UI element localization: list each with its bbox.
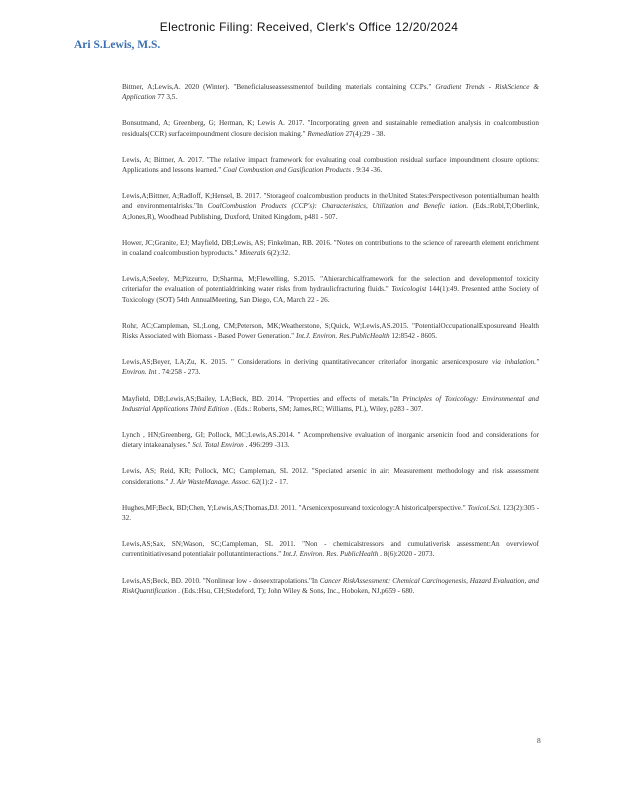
reference-entry: Rohr, AC;Campleman, SL;Long, CM;Peterson, MK;Weatherstone, S;Quick, W;Lewis,AS.2015. "PotentialOccupationalExposureand Health Risks Associated with Biomass - Based Power Generation." Int.J. Environ. Res.PublicHealth 12:8542 - 8605. [122,321,539,341]
reference-entry: Lewis,AS;Beyer, LA;Zu, K. 2015. " Considerations in deriving quantitativecancer criteriafor inorganic arsenicexposure via inhalation." Environ. Int . 74:258 - 273. [122,358,540,377]
page-number: 8 [537,736,541,745]
reference-entry: Lewis, A; Bittner, A. 2017. "The relative impact framework for evaluating coal combustion residual surface impoundment closure options: Applications and lessons learned." Coal Combustion and Gasification Products . 9:34 -36. [122,155,539,175]
reference-list [122,82,539,612]
reference-entry: Hughes,MF;Beck, BD;Chen, Y;Lewis,AS;Thomas,DJ. 2011. "Arsenicexposureand toxicology:A historicalperspective." Toxicol.Sci. 123(2):305 - 32. [122,503,540,523]
reference-entry: Mayfield, DB;Lewis,AS;Bailey, LA;Beck, BD. 2014. "Properties and effects of metals."In Principles of Toxicology: Environmental and Industrial Applications Third Edition . (Eds.: Roberts, SM; James,RC; Williams, PL), Wiley, p283 - 307. [122,394,539,413]
author-name: Ari S.Lewis, M.S. [74,39,161,51]
reference-entry: Lewis, AS; Reid, KR; Pollock, MC; Campleman, SL 2012. "Speciated arsenic in air: Measurement methodology and risk assessment considerations." J. Air WasteManage. Assoc. 62(1):2 - 17. [122,467,539,486]
reference-entry: Bittner, A;Lewis,A. 2020 (Winter). "Beneficialuseassessmentof building materials containing CCPs." Gradient Trends - RiskScience & Application 77 3,5. [122,83,540,102]
reference-entry: Lewis,A;Bittner, A;Radloff, K;Hensel, B. 2017. "Storageof coalcombustion products in theUnited States:Perspectiveson potentialhuman health and environmentalrisks."In CoalCombustion Products (CCP's): Characteristics, Utilization and Benefic iation. (Eds.:Robl,T;Oberlink, A;Jones,R), Woodhead Publishing, Duxford, United Kingdom, p481 - 507. [122,192,539,221]
reference-entry: Hower, JC;Granite, EJ; Mayfield, DB;Lewis, AS; Finkelman, RB. 2016. "Notes on contributions to the science of rareearth element enrichment in coaland coalcombustion byproducts." Minerals 6(2):32. [122,238,539,258]
reference-entry: Lewis,AS;Beck, BD. 2010. "Nonlinear low - doseextrapolations."In Cancer RiskAssessment: Chemical Carcinogenesis, Hazard Evaluation, and RiskQuantification . (Eds.:Hsu, CH;Stedeford, T); John Wiley & Sons, Inc., Hoboken, NJ,p659 - 680. [122,576,539,595]
reference-entry: Bonsutmand, A; Greenberg, G; Herman, K; Lewis A. 2017. "Incorporating green and sustainable remediation analysis in coalcombustion residuals(CCR) surfaceimpoundment closure decision making." Remediation 27(4):29 - 38. [122,119,539,138]
reference-entry: Lewis,A;Seeley, M;Pizzurro, D;Sharma, M;Flewelling, S.2015. "Ahierarchicalframework for the selection and developmentof toxicity criteriafor the evaluation of potentialdrinking water risks from hydraulicfracturing fluids." Toxicologist 144(1):49. Presented atthe Society of Toxicology (SOT) 54th AnnualMeeting, San Diego, CA, March 22 - 26. [122,275,540,304]
filing-stamp: Electronic Filing: Received, Clerk's Office 12/20/2024 [159,20,459,34]
reference-entry: Lewis,AS;Sax, SN;Wason, SC;Campleman, SL 2011. "Non - chemicalstressors and cumulativerisk assessment:An overviewof currentinitiativesand potentialair pollutantinteractions." Int.J. Environ. Res. PublicHealth . 8(6):2020 - 2073. [122,540,539,559]
reference-entry: Lynch , HN;Greenberg, GI; Pollock, MC;Lewis,AS.2014. " Acomprehensive evaluation of inorganic arsenicin food and considerations for dietary intakeanalyses." Sci. Total Environ . 496:299 -313. [122,431,539,450]
